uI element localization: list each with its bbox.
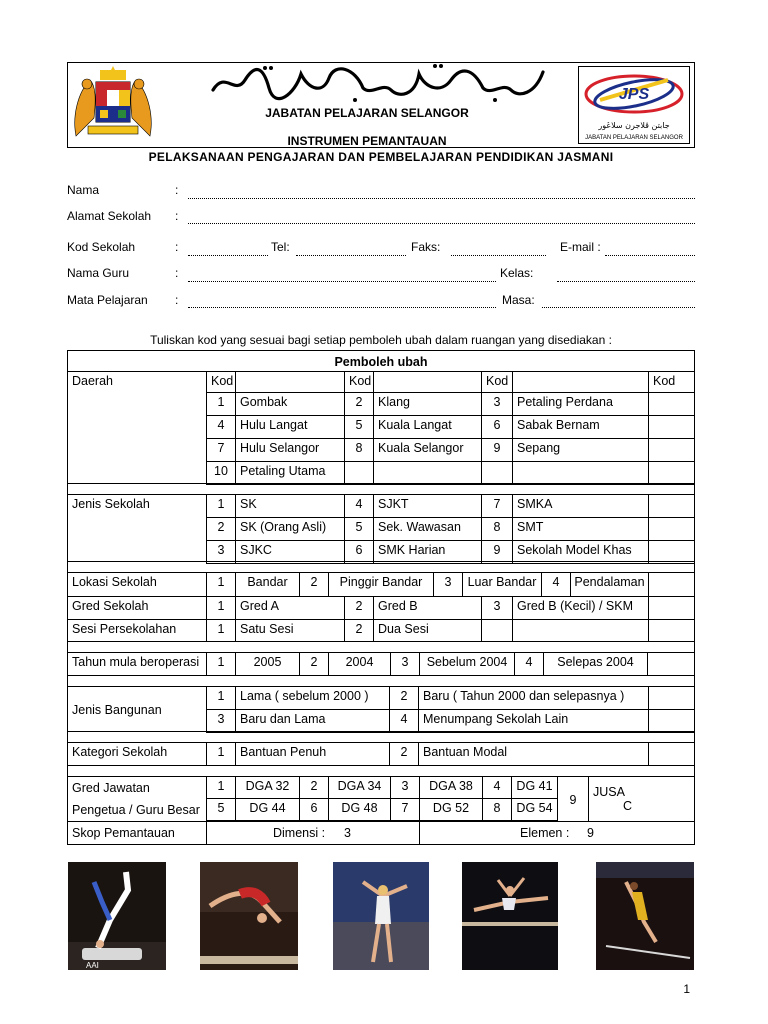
kod-cell: 4	[344, 494, 374, 518]
kategori-option[interactable]: Bantuan Modal	[418, 742, 649, 766]
gred-jawatan-option[interactable]: DGA 32	[235, 776, 300, 799]
kod-cell: 1	[206, 686, 236, 710]
daerah-option	[512, 461, 649, 485]
kod-input-cell[interactable]	[648, 494, 695, 518]
kod-cell: 8	[344, 438, 374, 462]
kod-cell: 2	[344, 619, 374, 642]
kod-input-cell[interactable]	[648, 686, 695, 710]
table-heading: Pemboleh ubah	[67, 350, 695, 372]
lokasi-option[interactable]: Pendalaman	[570, 572, 649, 597]
jenis-sekolah-option[interactable]: SMK Harian	[373, 540, 482, 564]
jenis-sekolah-option[interactable]: SJKC	[235, 540, 345, 564]
lokasi-option[interactable]: Luar Bandar	[462, 572, 542, 597]
kod-cell: 1	[206, 572, 236, 597]
svg-text:JABATAN PELAJARAN SELANGOR: JABATAN PELAJARAN SELANGOR	[585, 135, 683, 141]
elemen-label: Elemen :	[520, 826, 570, 840]
kod-cell: 3	[390, 776, 420, 799]
instruction-text: Tuliskan kod yang sesuai bagi setiap pemboleh ubah dalam ruangan yang disediakan :	[150, 333, 612, 347]
kod-cell: 2	[299, 776, 329, 799]
svg-text:JPS: JPS	[618, 86, 650, 103]
gred-sekolah-option[interactable]: Gred A	[235, 596, 345, 620]
kod-input-cell[interactable]	[648, 596, 695, 620]
kod-cell: 5	[344, 517, 374, 541]
kod-cell: 2	[344, 392, 374, 416]
daerah-option[interactable]: Hulu Langat	[235, 415, 345, 439]
jusa-label: JUSA	[593, 785, 625, 799]
daerah-option[interactable]: Klang	[373, 392, 482, 416]
alamat-field[interactable]	[188, 223, 695, 224]
email-label: E-mail :	[560, 240, 601, 254]
tel-field[interactable]	[296, 255, 406, 256]
kelas-field[interactable]	[557, 281, 695, 282]
gred-sekolah-option[interactable]: Gred B	[373, 596, 482, 620]
jenis-sekolah-option[interactable]: Sek. Wawasan	[373, 517, 482, 541]
kod-input-cell[interactable]	[647, 652, 695, 676]
sesi-option[interactable]: Satu Sesi	[235, 619, 345, 642]
kod-sekolah-field[interactable]	[188, 255, 268, 256]
jenis-sekolah-option[interactable]: SK	[235, 494, 345, 518]
sesi-option[interactable]: Dua Sesi	[373, 619, 482, 642]
kod-cell: 7	[390, 798, 420, 821]
kod-input-cell[interactable]	[648, 572, 695, 597]
kod-input-cell[interactable]	[648, 742, 695, 766]
gymnast-balance-beam-photo	[200, 862, 298, 970]
blank-cell	[481, 619, 513, 642]
kod-cell: 5	[344, 415, 374, 439]
kod-cell: 1	[206, 619, 236, 642]
colon: :	[175, 293, 179, 307]
malaysia-coat-of-arms-icon	[70, 66, 156, 142]
jenis-sekolah-option[interactable]: SMKA	[512, 494, 649, 518]
dimensi-cell[interactable]	[206, 821, 420, 845]
kod-cell: 3	[433, 572, 463, 597]
bangunan-option[interactable]: Menumpang Sekolah Lain	[418, 709, 649, 733]
kategori-option[interactable]: Bantuan Penuh	[235, 742, 390, 766]
kod-header: Kod	[344, 371, 374, 393]
nama-label: Nama	[67, 183, 100, 197]
kod-input-cell[interactable]	[648, 461, 695, 485]
kod-cell: 7	[481, 494, 513, 518]
kod-cell: 1	[206, 776, 236, 799]
kod-cell: 2	[389, 742, 419, 766]
gred-jawatan-option[interactable]: DGA 34	[328, 776, 391, 799]
blank-cell	[512, 371, 649, 393]
lokasi-option[interactable]: Bandar	[235, 572, 300, 597]
gred-jawatan-option[interactable]: DGA 38	[419, 776, 483, 799]
kod-cell: 9	[557, 776, 589, 822]
kod-cell: 2	[344, 596, 374, 620]
bangunan-option[interactable]: Baru ( Tahun 2000 dan selepasnya )	[418, 686, 649, 710]
kod-input-cell[interactable]	[648, 438, 695, 462]
kod-cell: 5	[206, 798, 236, 821]
kod-cell: 8	[482, 798, 512, 821]
jenis-sekolah-option[interactable]: SK (Orang Asli)	[235, 517, 345, 541]
skop-label: Skop Pemantauan	[67, 821, 207, 845]
kod-cell: 3	[481, 392, 513, 416]
jenis-sekolah-option[interactable]: Sekolah Model Khas	[512, 540, 649, 564]
kelas-label: Kelas:	[500, 266, 534, 280]
kod-cell: 9	[481, 438, 513, 462]
gymnast-beam-split-photo	[462, 862, 558, 970]
kod-cell: 4	[514, 652, 544, 676]
dimensi-label: Dimensi :	[273, 826, 326, 840]
kod-sekolah-label: Kod Sekolah	[67, 240, 136, 254]
tahun-label: Tahun mula beroperasi	[67, 652, 207, 676]
form-subtitle: PELAKSANAAN PENGAJARAN DAN PEMBELAJARAN PENDIDIKAN JASMANI	[148, 150, 614, 164]
form-title: INSTRUMEN PEMANTAUAN	[287, 134, 447, 148]
blank-cell	[373, 371, 482, 393]
kod-cell: 3	[206, 540, 236, 564]
gymnast-uneven-bars-photo	[596, 862, 694, 970]
jawi-title-logo	[205, 60, 550, 104]
daerah-option	[373, 461, 482, 485]
jenis-bangunan-label: Jenis Bangunan	[67, 686, 207, 732]
kod-cell	[344, 461, 374, 485]
kod-cell: 1	[206, 652, 236, 676]
daerah-option[interactable]: Kuala Selangor	[373, 438, 482, 462]
tahun-option[interactable]: Sebelum 2004	[419, 652, 515, 676]
blank-cell	[512, 619, 649, 642]
tahun-option[interactable]: Selepas 2004	[543, 652, 648, 676]
mata-pelajaran-label: Mata Pelajaran	[67, 293, 148, 307]
masa-field[interactable]	[542, 307, 695, 308]
kod-input-cell[interactable]	[648, 392, 695, 416]
lokasi-label: Lokasi Sekolah	[67, 572, 207, 597]
faks-field[interactable]	[451, 255, 546, 256]
gymnast-floor-photo	[333, 862, 429, 970]
daerah-label: Daerah	[67, 371, 207, 484]
daerah-option[interactable]: Petaling Utama	[235, 461, 345, 485]
kod-cell: 4	[482, 776, 512, 799]
colon: :	[175, 240, 179, 254]
email-field[interactable]	[605, 255, 695, 256]
alamat-label: Alamat Sekolah	[67, 209, 152, 223]
kod-cell: 10	[206, 461, 236, 485]
kod-cell: 1	[206, 392, 236, 416]
kod-cell: 3	[390, 652, 420, 676]
kod-input-cell[interactable]	[648, 619, 695, 642]
kod-cell: 1	[206, 494, 236, 518]
masa-label: Masa:	[502, 293, 535, 307]
kod-cell: 7	[206, 438, 236, 462]
jps-logo	[578, 66, 690, 144]
svg-text:AAI: AAI	[86, 961, 99, 970]
kod-header: Kod	[648, 371, 695, 393]
department-name: JABATAN PELAJARAN SELANGOR	[265, 106, 469, 120]
bangunan-option[interactable]: Lama ( sebelum 2000 )	[235, 686, 390, 710]
gred-jawatan-label: Gred Jawatan	[72, 781, 150, 795]
lokasi-option[interactable]: Pinggir Bandar	[328, 572, 434, 597]
daerah-option[interactable]: Gombak	[235, 392, 345, 416]
pengetua-label: Pengetua / Guru Besar	[72, 803, 200, 817]
bangunan-option[interactable]: Baru dan Lama	[235, 709, 390, 733]
daerah-option[interactable]: Sabak Bernam	[512, 415, 649, 439]
kod-input-cell[interactable]	[648, 709, 695, 733]
gred-sekolah-option[interactable]: Gred B (Kecil) / SKM	[512, 596, 649, 620]
kod-cell	[481, 461, 513, 485]
svg-text:جابتن ڤلاجرن سلاڠور: جابتن ڤلاجرن سلاڠور	[598, 121, 670, 130]
colon: :	[175, 183, 179, 197]
blank-cell	[235, 371, 345, 393]
mata-pelajaran-field[interactable]	[188, 307, 496, 308]
kod-cell: 1	[206, 596, 236, 620]
gred-jawatan-option[interactable]: DG 54	[511, 798, 558, 821]
nama-guru-field[interactable]	[188, 281, 496, 282]
daerah-option[interactable]: Kuala Langat	[373, 415, 482, 439]
kod-cell: 4	[541, 572, 571, 597]
kod-header: Kod	[481, 371, 513, 393]
nama-field[interactable]	[188, 198, 695, 199]
kod-cell: 2	[206, 517, 236, 541]
jusa-grade: C	[623, 799, 633, 813]
daerah-option[interactable]: Sepang	[512, 438, 649, 462]
gred-sekolah-label: Gred Sekolah	[67, 596, 207, 620]
kod-cell: 2	[299, 652, 329, 676]
kod-cell: 9	[481, 540, 513, 564]
sesi-label: Sesi Persekolahan	[67, 619, 207, 642]
tel-label: Tel:	[271, 240, 290, 254]
tahun-option[interactable]: 2004	[328, 652, 391, 676]
nama-guru-label: Nama Guru	[67, 266, 130, 280]
kategori-label: Kategori Sekolah	[67, 742, 207, 766]
kod-cell: 6	[344, 540, 374, 564]
elemen-cell[interactable]	[419, 821, 695, 845]
kod-input-cell[interactable]	[648, 517, 695, 541]
tahun-option[interactable]: 2005	[235, 652, 300, 676]
dimensi-value: 3	[344, 826, 351, 840]
jenis-sekolah-option[interactable]: SJKT	[373, 494, 482, 518]
gred-jawatan-option[interactable]: DG 41	[511, 776, 558, 799]
kod-input-cell[interactable]	[648, 415, 695, 439]
page-number: 1	[683, 982, 690, 996]
elemen-value: 9	[587, 826, 594, 840]
kod-cell: 3	[206, 709, 236, 733]
kod-cell: 3	[481, 596, 513, 620]
jusa-c-cell[interactable]	[588, 776, 695, 822]
kod-cell: 6	[299, 798, 329, 821]
kod-cell: 2	[299, 572, 329, 597]
gred-jawatan-option[interactable]: DG 52	[419, 798, 483, 821]
faks-label: Faks:	[411, 240, 441, 254]
gred-jawatan-option[interactable]: DG 48	[328, 798, 391, 821]
kod-cell: 2	[389, 686, 419, 710]
gred-jawatan-label-cell	[67, 776, 207, 822]
kod-cell: 4	[389, 709, 419, 733]
kod-cell: 4	[206, 415, 236, 439]
kod-cell: 1	[206, 742, 236, 766]
colon: :	[175, 266, 179, 280]
gred-jawatan-option[interactable]: DG 44	[235, 798, 300, 821]
kod-cell: 6	[481, 415, 513, 439]
daerah-option[interactable]: Petaling Perdana	[512, 392, 649, 416]
jenis-sekolah-option[interactable]: SMT	[512, 517, 649, 541]
kod-header: Kod	[206, 371, 236, 393]
colon: :	[175, 209, 179, 223]
jenis-sekolah-label: Jenis Sekolah	[67, 494, 207, 562]
kod-cell: 8	[481, 517, 513, 541]
daerah-option[interactable]: Hulu Selangor	[235, 438, 345, 462]
gymnast-pommel-horse-photo	[68, 862, 166, 970]
